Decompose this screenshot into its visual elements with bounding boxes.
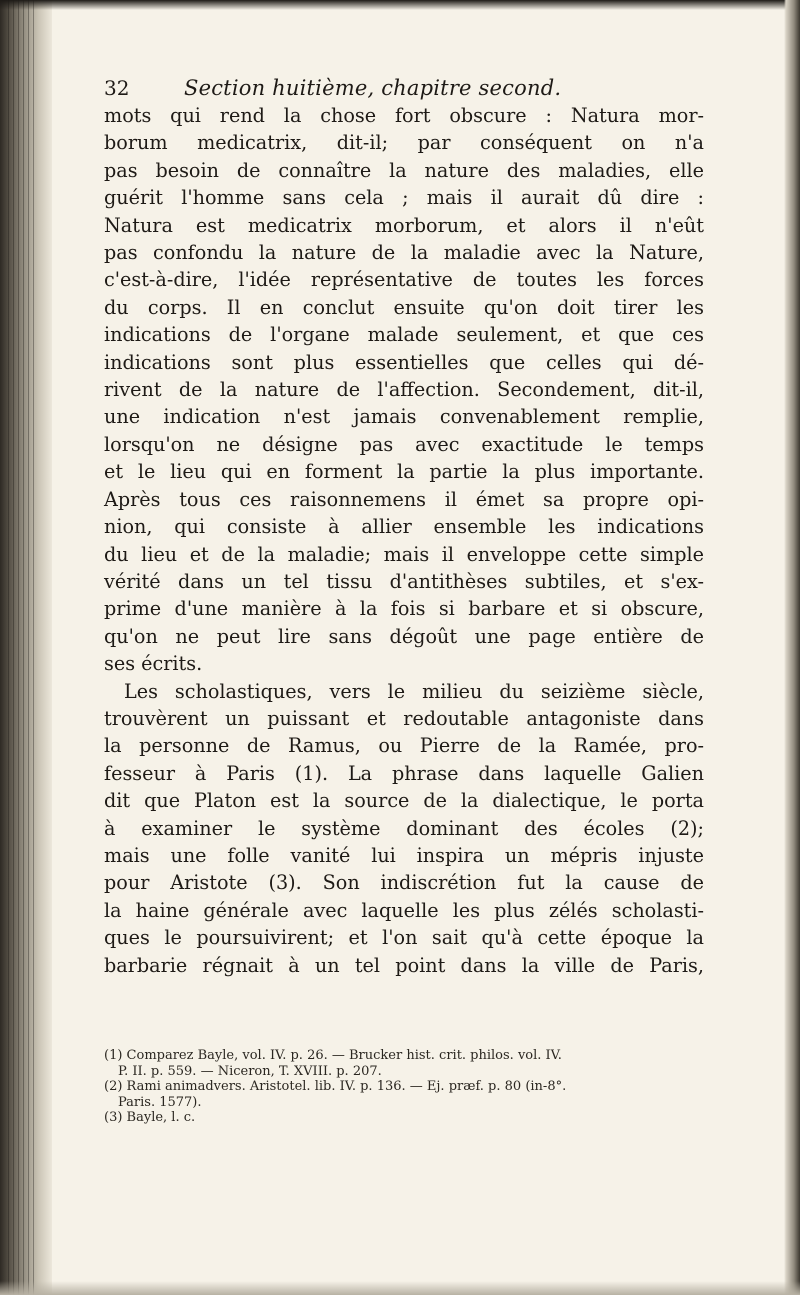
text-line-paragraph-start: Les scholastiques, vers le milieu du seizième siècle, — [124, 679, 704, 703]
footnotes — [104, 1048, 716, 1126]
body-text — [104, 102, 704, 979]
text-line: à examiner le système dominant des écoles (2); — [104, 816, 704, 840]
text-line: ques le poursuivirent; et l'on sait qu'à cette époque la — [104, 926, 704, 950]
text-line: borum medicatrix, dit-il; par conséquent on n'a — [104, 131, 704, 155]
text-line: du corps. Il en conclut ensuite qu'on doit tirer les — [104, 295, 704, 319]
page-number: 32 — [104, 76, 130, 100]
text-line: la haine générale avec laquelle les plus zélés scholasti- — [104, 898, 704, 922]
text-line: pour Aristote (3). Son indiscrétion fut la cause de — [104, 871, 704, 895]
text-line: indications sont plus essentielles que celles qui dé- — [104, 350, 704, 374]
text-line: nion, qui consiste à allier ensemble les indications — [104, 515, 704, 539]
bottom-page-edge — [0, 1281, 800, 1295]
text-line: Après tous ces raisonnemens il émet sa propre opi- — [104, 487, 704, 511]
text-line: une indication n'est jamais convenablement remplie, — [104, 405, 704, 429]
text-line: qu'on ne peut lire sans dégoût une page entière de — [104, 624, 704, 648]
text-line: et le lieu qui en forment la partie la plus importante. — [104, 460, 704, 484]
text-line: pas besoin de connaître la nature des maladies, elle — [104, 158, 704, 182]
text-line: guérit l'homme sans cela ; mais il aurait dû dire : — [104, 186, 704, 210]
text-line: indications de l'organe malade seulement, et que ces — [104, 323, 704, 347]
text-line: c'est-à-dire, l'idée représentative de toutes les forces — [104, 268, 704, 292]
text-line: du lieu et de la maladie; mais il enveloppe cette simple — [104, 542, 704, 566]
text-line: la personne de Ramus, ou Pierre de la Ramée, pro- — [104, 734, 704, 758]
footnote-1: (1) Comparez Bayle, vol. IV. p. 26. — Brucker hist. crit. philos. vol. IV. — [104, 1048, 562, 1063]
text-line: prime d'une manière à la fois si barbare et si obscure, — [104, 597, 704, 621]
footnote-2-continued: Paris. 1577). — [118, 1094, 202, 1110]
footnote-3: (3) Bayle, l. c. — [104, 1110, 196, 1125]
text-line: mais une folle vanité lui inspira un mépris injuste — [104, 843, 704, 867]
text-line: mots qui rend la chose fort obscure : Natura mor- — [104, 104, 704, 127]
page-header — [104, 76, 724, 104]
text-line: dit que Platon est la source de la dialectique, le porta — [104, 789, 704, 813]
text-line: rivent de la nature de l'affection. Secondement, dit-il, — [104, 378, 704, 402]
text-line: trouvèrent un puissant et redoutable antagoniste dans — [104, 706, 704, 730]
running-head: Section huitième, chapitre second. — [184, 76, 562, 100]
text-line-paragraph-end: ses écrits. — [104, 652, 203, 676]
text-line: Natura est medicatrix morborum, et alors il n'eût — [104, 213, 704, 237]
text-line: pas confondu la nature de la maladie avec la Nature, — [104, 241, 704, 265]
text-line: barbarie régnait à un tel point dans la ville de Paris, — [104, 953, 704, 977]
footnote-1-continued: P. II. p. 559. — Niceron, T. XVIII. p. 207. — [118, 1063, 382, 1079]
right-page-edge — [784, 0, 800, 1295]
text-line: fesseur à Paris (1). La phrase dans laquelle Galien — [104, 761, 704, 785]
binding-edge-lines — [8, 0, 38, 1295]
footnote-2: (2) Rami animadvers. Aristotel. lib. IV. p. 136. — Ej. præf. p. 80 (in-8°. — [104, 1079, 567, 1094]
text-line: vérité dans un tel tissu d'antithèses subtiles, et s'ex- — [104, 569, 704, 593]
top-page-edge — [0, 0, 800, 10]
text-line: lorsqu'on ne désigne pas avec exactitude le temps — [104, 432, 704, 456]
